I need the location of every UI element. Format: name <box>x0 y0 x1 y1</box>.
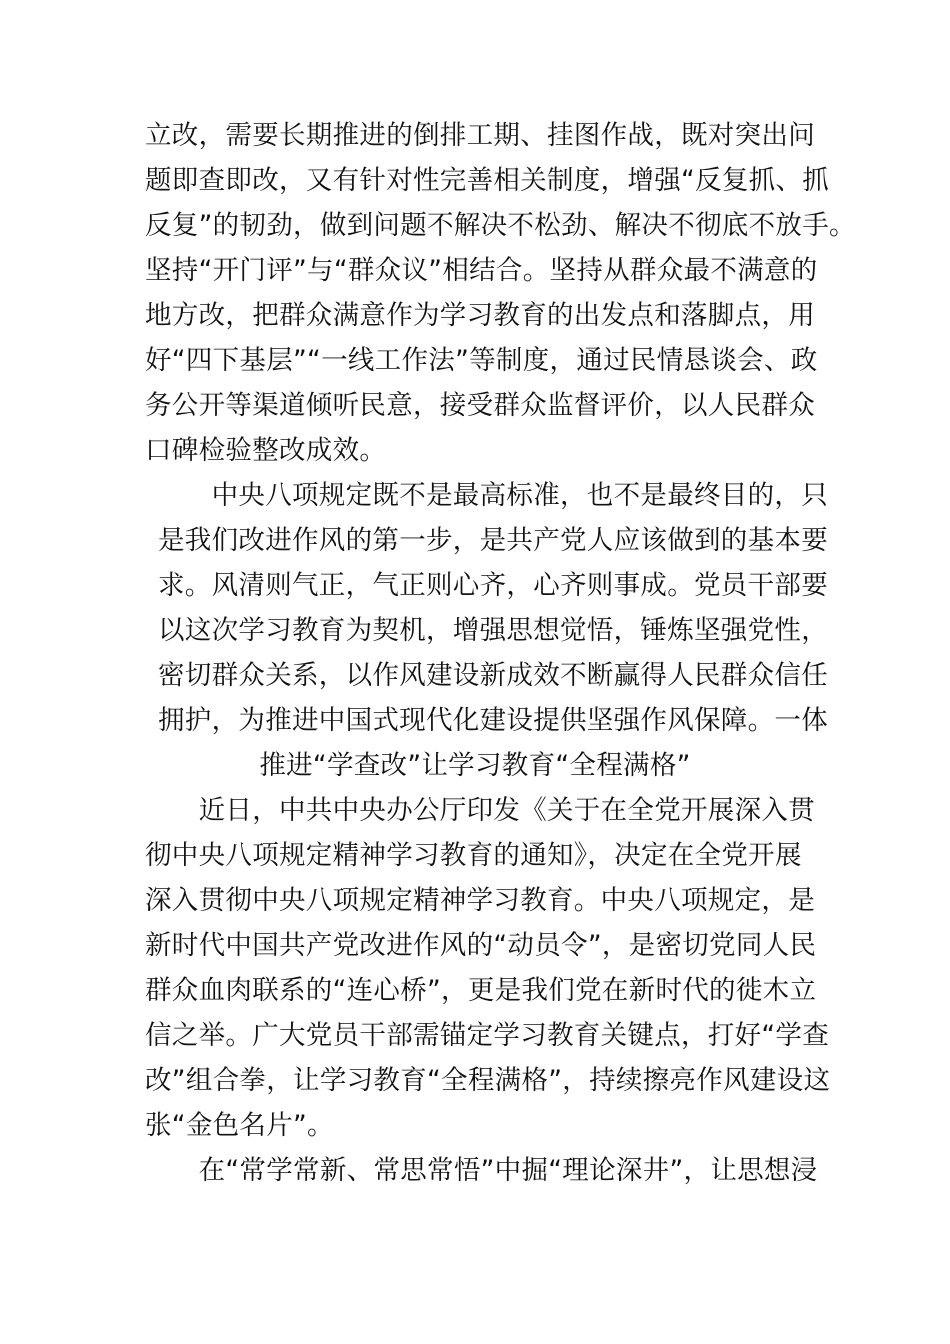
paragraph-line: 深入贯彻中央八项规定精神学习教育。中央八项规定，是 <box>145 885 815 916</box>
paragraph-line: 立改，需要长期推进的倒排工期、挂图作战，既对突出问 <box>145 120 815 151</box>
paragraph-line: 张“金色名片”。 <box>145 1110 334 1141</box>
paragraph-line: 信之举。广大党员干部需锚定学习教育关键点，打好“学查 <box>145 1020 830 1051</box>
paragraph-line: 群众血肉联系的“连心桥”，更是我们党在新时代的徙木立 <box>145 975 817 1006</box>
paragraph-line: 中央八项规定既不是最高标准，也不是最终目的，只 <box>158 480 828 511</box>
paragraph-line: 改”组合拳，让学习教育“全程满格”，持续擦亮作风建设这 <box>145 1065 831 1096</box>
section-heading: 推进“学查改”让学习教育“全程满格” <box>259 750 691 781</box>
paragraph-line: 密切群众关系，以作风建设新成效不断赢得人民群众信任 <box>158 660 828 691</box>
paragraph-line: 以这次学习教育为契机，增强思想觉悟，锤炼坚强党性， <box>158 615 828 646</box>
paragraph-line: 口碑检验整改成效。 <box>145 435 387 466</box>
paragraph-line: 题即查即改，又有针对性完善相关制度，增强“反复抓、抓 <box>145 165 830 196</box>
paragraph-line: 务公开等渠道倾听民意，接受群众监督评价，以人民群众 <box>145 390 815 421</box>
paragraph-line: 近日，中共中央办公厅印发《关于在全党开展深入贯 <box>145 795 815 826</box>
paragraph-line: 好“四下基层”“一线工作法”等制度，通过民情恳谈会、政 <box>145 345 818 376</box>
paragraph-line: 地方改，把群众满意作为学习教育的出发点和落脚点，用 <box>145 300 815 331</box>
paragraph-line: 在“常学常新、常思常悟”中掘“理论深井”，让思想浸 <box>145 1155 818 1186</box>
paragraph-line: 坚持“开门评”与“群众议”相结合。坚持从群众最不满意的 <box>145 255 818 286</box>
paragraph-line: 反复”的韧劲，做到问题不解决不松劲、解决不彻底不放手。 <box>145 210 856 241</box>
paragraph-line: 是我们改进作风的第一步，是共产党人应该做到的基本要 <box>158 525 828 556</box>
paragraph-line: 求。风清则气正，气正则心齐，心齐则事成。党员干部要 <box>158 570 828 601</box>
paragraph-line: 彻中央八项规定精神学习教育的通知》，决定在全党开展 <box>145 840 802 871</box>
paragraph-line: 新时代中国共产党改进作风的“动员令”，是密切党同人民 <box>145 930 817 961</box>
paragraph-line: 拥护，为推进中国式现代化建设提供坚强作风保障。一体 <box>158 705 828 736</box>
